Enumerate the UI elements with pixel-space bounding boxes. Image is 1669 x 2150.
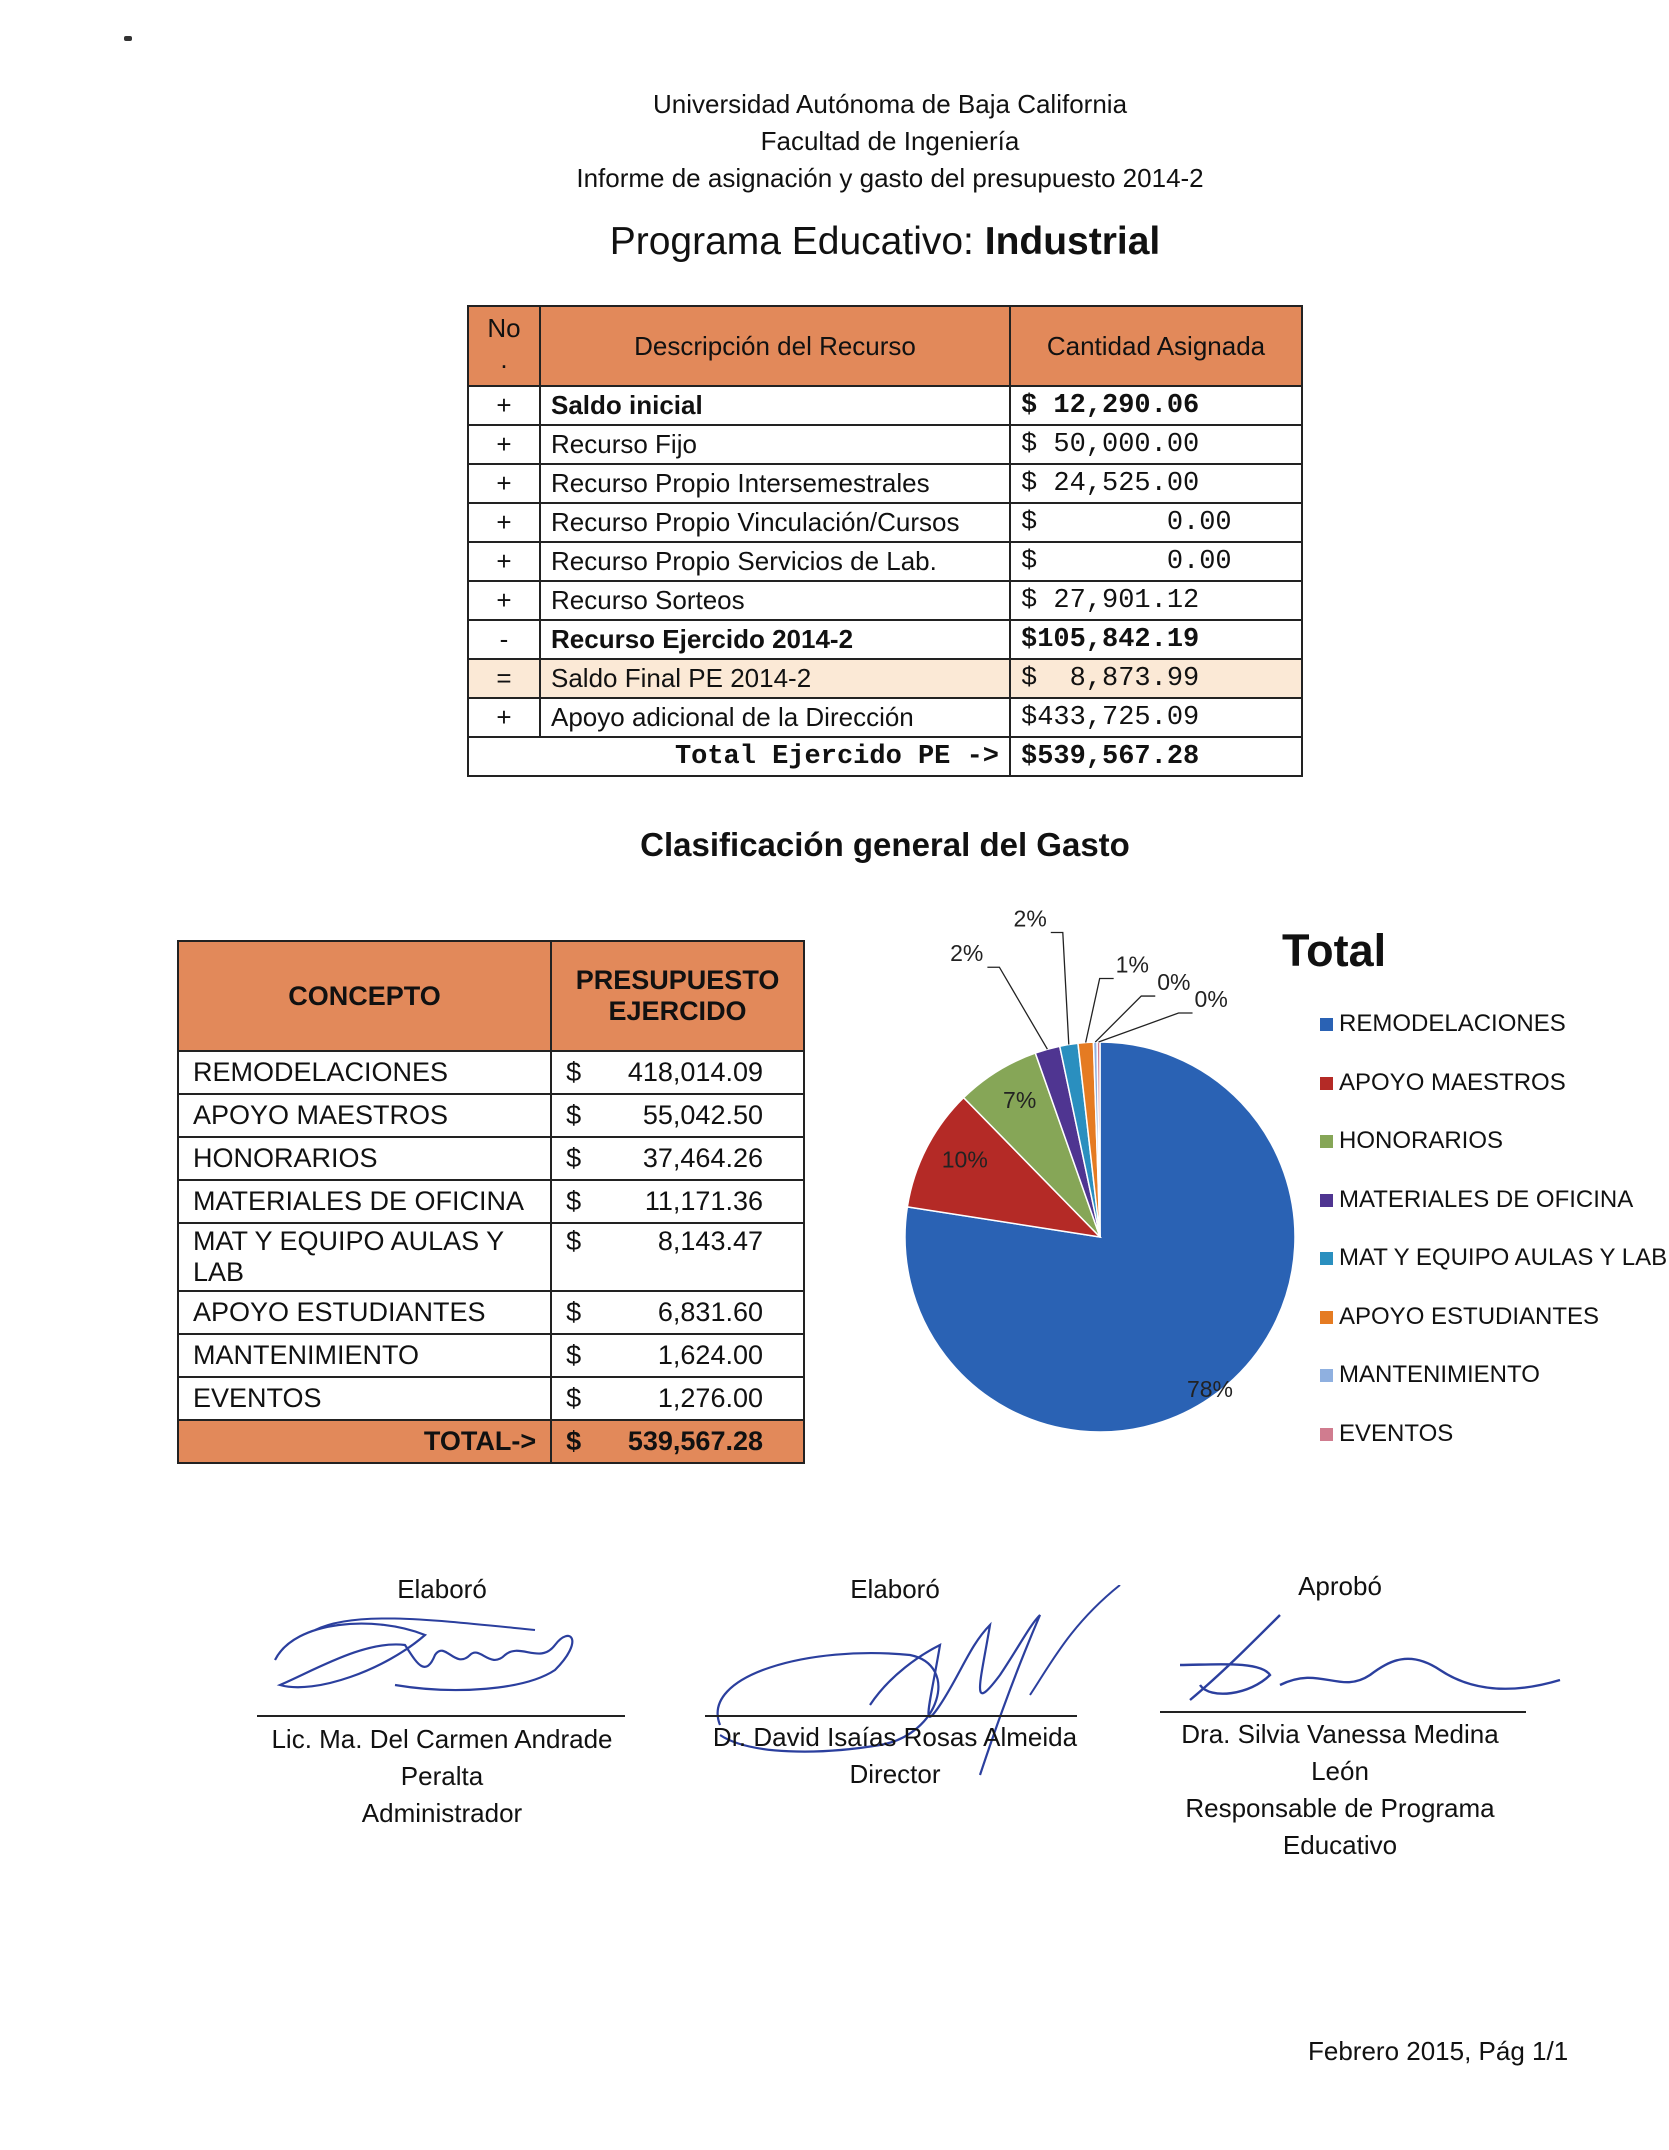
legend-label: MAT Y EQUIPO AULAS Y LAB [1339,1244,1668,1271]
row-operator: + [468,542,540,581]
legend-label: REMODELACIONES [1339,1010,1566,1037]
signer-title: Responsable de Programa [1185,1793,1495,1823]
row-concept: MATERIALES DE OFICINA [178,1180,551,1223]
row-amount: $ 8,873.99 [1010,659,1302,698]
legend-label: MATERIALES DE OFICINA [1339,1185,1634,1213]
signer-name-cont: Peralta [400,1761,484,1791]
signer-3 [1135,1716,1545,1864]
pie-leader-line [1086,979,1114,1043]
budget-row [468,386,1302,425]
row-concept: EVENTOS [178,1377,551,1420]
row-concept: MAT Y EQUIPO AULAS Y LAB [178,1223,551,1291]
signer-name: Dra. Silvia Vanessa Medina [1181,1719,1499,1749]
row-currency: $ [551,1137,591,1180]
signer-name-cont: León [1311,1756,1369,1786]
row-amount: $ 50,000.00 [1010,425,1302,464]
concept-total-currency: $ [551,1420,591,1463]
row-operator: + [468,581,540,620]
row-description: Recurso Ejercido 2014-2 [540,620,1010,659]
row-description: Recurso Propio Vinculación/Cursos [540,503,1010,542]
row-operator: + [468,503,540,542]
pie-leader-line [1095,996,1155,1042]
row-currency: $ [551,1223,591,1291]
legend-item [1320,1010,1667,1069]
budget-table-header [468,306,1302,386]
legend-item [1320,1127,1667,1186]
row-currency: $ [551,1051,591,1094]
signer-name: Lic. Ma. Del Carmen Andrade [271,1724,613,1754]
budget-total-row [468,737,1302,776]
budget-row [468,581,1302,620]
concept-row [178,1137,804,1180]
legend-item [1320,1303,1667,1362]
row-value: 6,831.60 [592,1291,804,1334]
pie-data-label: 2% [950,940,984,967]
signature-role: Aprobó [1298,1571,1382,1601]
row-concept: HONORARIOS [178,1137,551,1180]
row-value: 11,171.36 [592,1180,804,1223]
faculty-name: Facultad de Ingeniería [760,126,1020,156]
row-currency: $ [551,1377,591,1420]
concept-row [178,1180,804,1223]
legend-label: APOYO ESTUDIANTES [1339,1302,1600,1330]
concept-table [177,940,805,1464]
concept-row [178,1291,804,1334]
row-description: Recurso Fijo [540,425,1010,464]
row-concept: REMODELACIONES [178,1051,551,1094]
concept-total-label: TOTAL-> [178,1420,551,1463]
row-value: 418,014.09 [592,1051,804,1094]
legend-swatch [1320,1311,1333,1324]
row-amount: $433,725.09 [1010,698,1302,737]
pie-chart [880,905,1320,1465]
legend-swatch [1320,1194,1333,1207]
row-amount: $105,842.19 [1010,620,1302,659]
signer-name: Dr. David Isaías Rosas Almeida [712,1722,1078,1752]
budget-row [468,620,1302,659]
row-amount: $ 0.00 [1010,503,1302,542]
document-header [0,86,1669,197]
scan-speck [124,36,132,41]
signer-title: Director [849,1759,941,1789]
budget-total-amount: $539,567.28 [1010,737,1302,776]
legend-swatch [1320,1077,1333,1090]
concept-total-row [178,1420,804,1463]
signature-line-2 [705,1715,1077,1717]
legend-item [1320,1186,1667,1245]
legend-item [1320,1244,1667,1303]
signature-block-3 [1135,1568,1545,1605]
program-label: Programa Educativo: [609,220,974,263]
pie-leader-line [987,967,1047,1049]
budget-row [468,698,1302,737]
concept-row [178,1377,804,1420]
pie-leader-line [1051,933,1069,1045]
row-operator: - [468,620,540,659]
signature-role: Elaboró [850,1574,940,1604]
chart-legend [1320,1010,1667,1478]
row-currency: $ [551,1334,591,1377]
row-description: Recurso Propio Servicios de Lab. [540,542,1010,581]
program-title [0,220,1669,264]
pie-data-label: 2% [1013,905,1047,932]
col-budget: PRESUPUESTO EJERCIDO [551,941,804,1051]
budget-row [468,659,1302,698]
concept-row [178,1223,804,1291]
row-currency: $ [551,1094,591,1137]
pie-data-label: 7% [1003,1086,1037,1113]
row-value: 8,143.47 [592,1223,804,1291]
row-currency: $ [551,1291,591,1334]
row-amount: $ 27,901.12 [1010,581,1302,620]
signature-line-3 [1160,1711,1526,1713]
legend-item [1320,1069,1667,1128]
row-operator: + [468,464,540,503]
col-amount: Cantidad Asignada [1010,306,1302,386]
university-name: Universidad Autónoma de Baja California [652,89,1128,119]
pie-data-label: 1% [1115,951,1149,978]
row-concept: APOYO MAESTROS [178,1094,551,1137]
row-amount: $ 0.00 [1010,542,1302,581]
signature-line-1 [257,1715,625,1717]
row-value: 1,276.00 [592,1377,804,1420]
row-operator: = [468,659,540,698]
concept-table-header [178,941,804,1051]
legend-swatch [1320,1428,1333,1441]
row-value: 55,042.50 [592,1094,804,1137]
budget-row [468,425,1302,464]
budget-table-body [468,386,1302,737]
row-operator: + [468,386,540,425]
budget-row [468,542,1302,581]
row-amount: $ 24,525.00 [1010,464,1302,503]
row-description: Saldo Final PE 2014-2 [540,659,1010,698]
pie-leader-line [1099,1013,1193,1042]
row-currency: $ [551,1180,591,1223]
signature-role: Elaboró [397,1574,487,1604]
row-description: Saldo inicial [540,386,1010,425]
handwritten-signature-1 [255,1600,595,1720]
row-description: Recurso Sorteos [540,581,1010,620]
pie-data-label: 78% [1186,1376,1234,1402]
legend-item [1320,1361,1667,1420]
row-value: 37,464.26 [592,1137,804,1180]
section-title: Clasificación general del Gasto [640,826,1130,863]
row-operator: + [468,425,540,464]
row-amount: $ 12,290.06 [1010,386,1302,425]
page-footer: Febrero 2015, Pág 1/1 [1308,2036,1569,2066]
handwritten-signature-3 [1150,1605,1570,1715]
signer-title-cont: Educativo [1282,1830,1398,1860]
concept-total-value: 539,567.28 [592,1420,804,1463]
row-value: 1,624.00 [592,1334,804,1377]
row-concept: APOYO ESTUDIANTES [178,1291,551,1334]
pie-data-label: 0% [1194,986,1228,1013]
pie-data-label: 10% [941,1146,988,1173]
budget-table [467,305,1303,777]
signer-2 [690,1719,1100,1793]
legend-label: HONORARIOS [1339,1127,1504,1154]
legend-swatch [1320,1369,1333,1382]
legend-label: APOYO MAESTROS [1339,1068,1566,1096]
col-description: Descripción del Recurso [540,306,1010,386]
row-description: Recurso Propio Intersemestrales [540,464,1010,503]
legend-item [1320,1420,1667,1479]
legend-label: MANTENIMIENTO [1339,1361,1540,1388]
program-name: Industrial [984,220,1161,263]
legend-swatch [1320,1252,1333,1265]
budget-total-label: Total Ejercido PE -> [468,737,1010,776]
signer-1 [237,1721,647,1832]
legend-swatch [1320,1018,1333,1031]
concept-row [178,1334,804,1377]
signer-title: Administrador [361,1798,523,1828]
pie-data-label: 0% [1157,969,1191,996]
chart-title: Total [1282,925,1387,976]
col-no: No . [468,306,540,386]
budget-row [468,503,1302,542]
budget-row [468,464,1302,503]
concept-row [178,1051,804,1094]
legend-label: EVENTOS [1339,1419,1454,1447]
concept-row [178,1094,804,1137]
report-title: Informe de asignación y gasto del presupuesto 2014-2 [576,163,1204,193]
legend-swatch [1320,1135,1333,1148]
col-concept: CONCEPTO [178,941,551,1051]
row-description: Apoyo adicional de la Dirección [540,698,1010,737]
row-concept: MANTENIMIENTO [178,1334,551,1377]
row-operator: + [468,698,540,737]
concept-table-body [178,1051,804,1420]
